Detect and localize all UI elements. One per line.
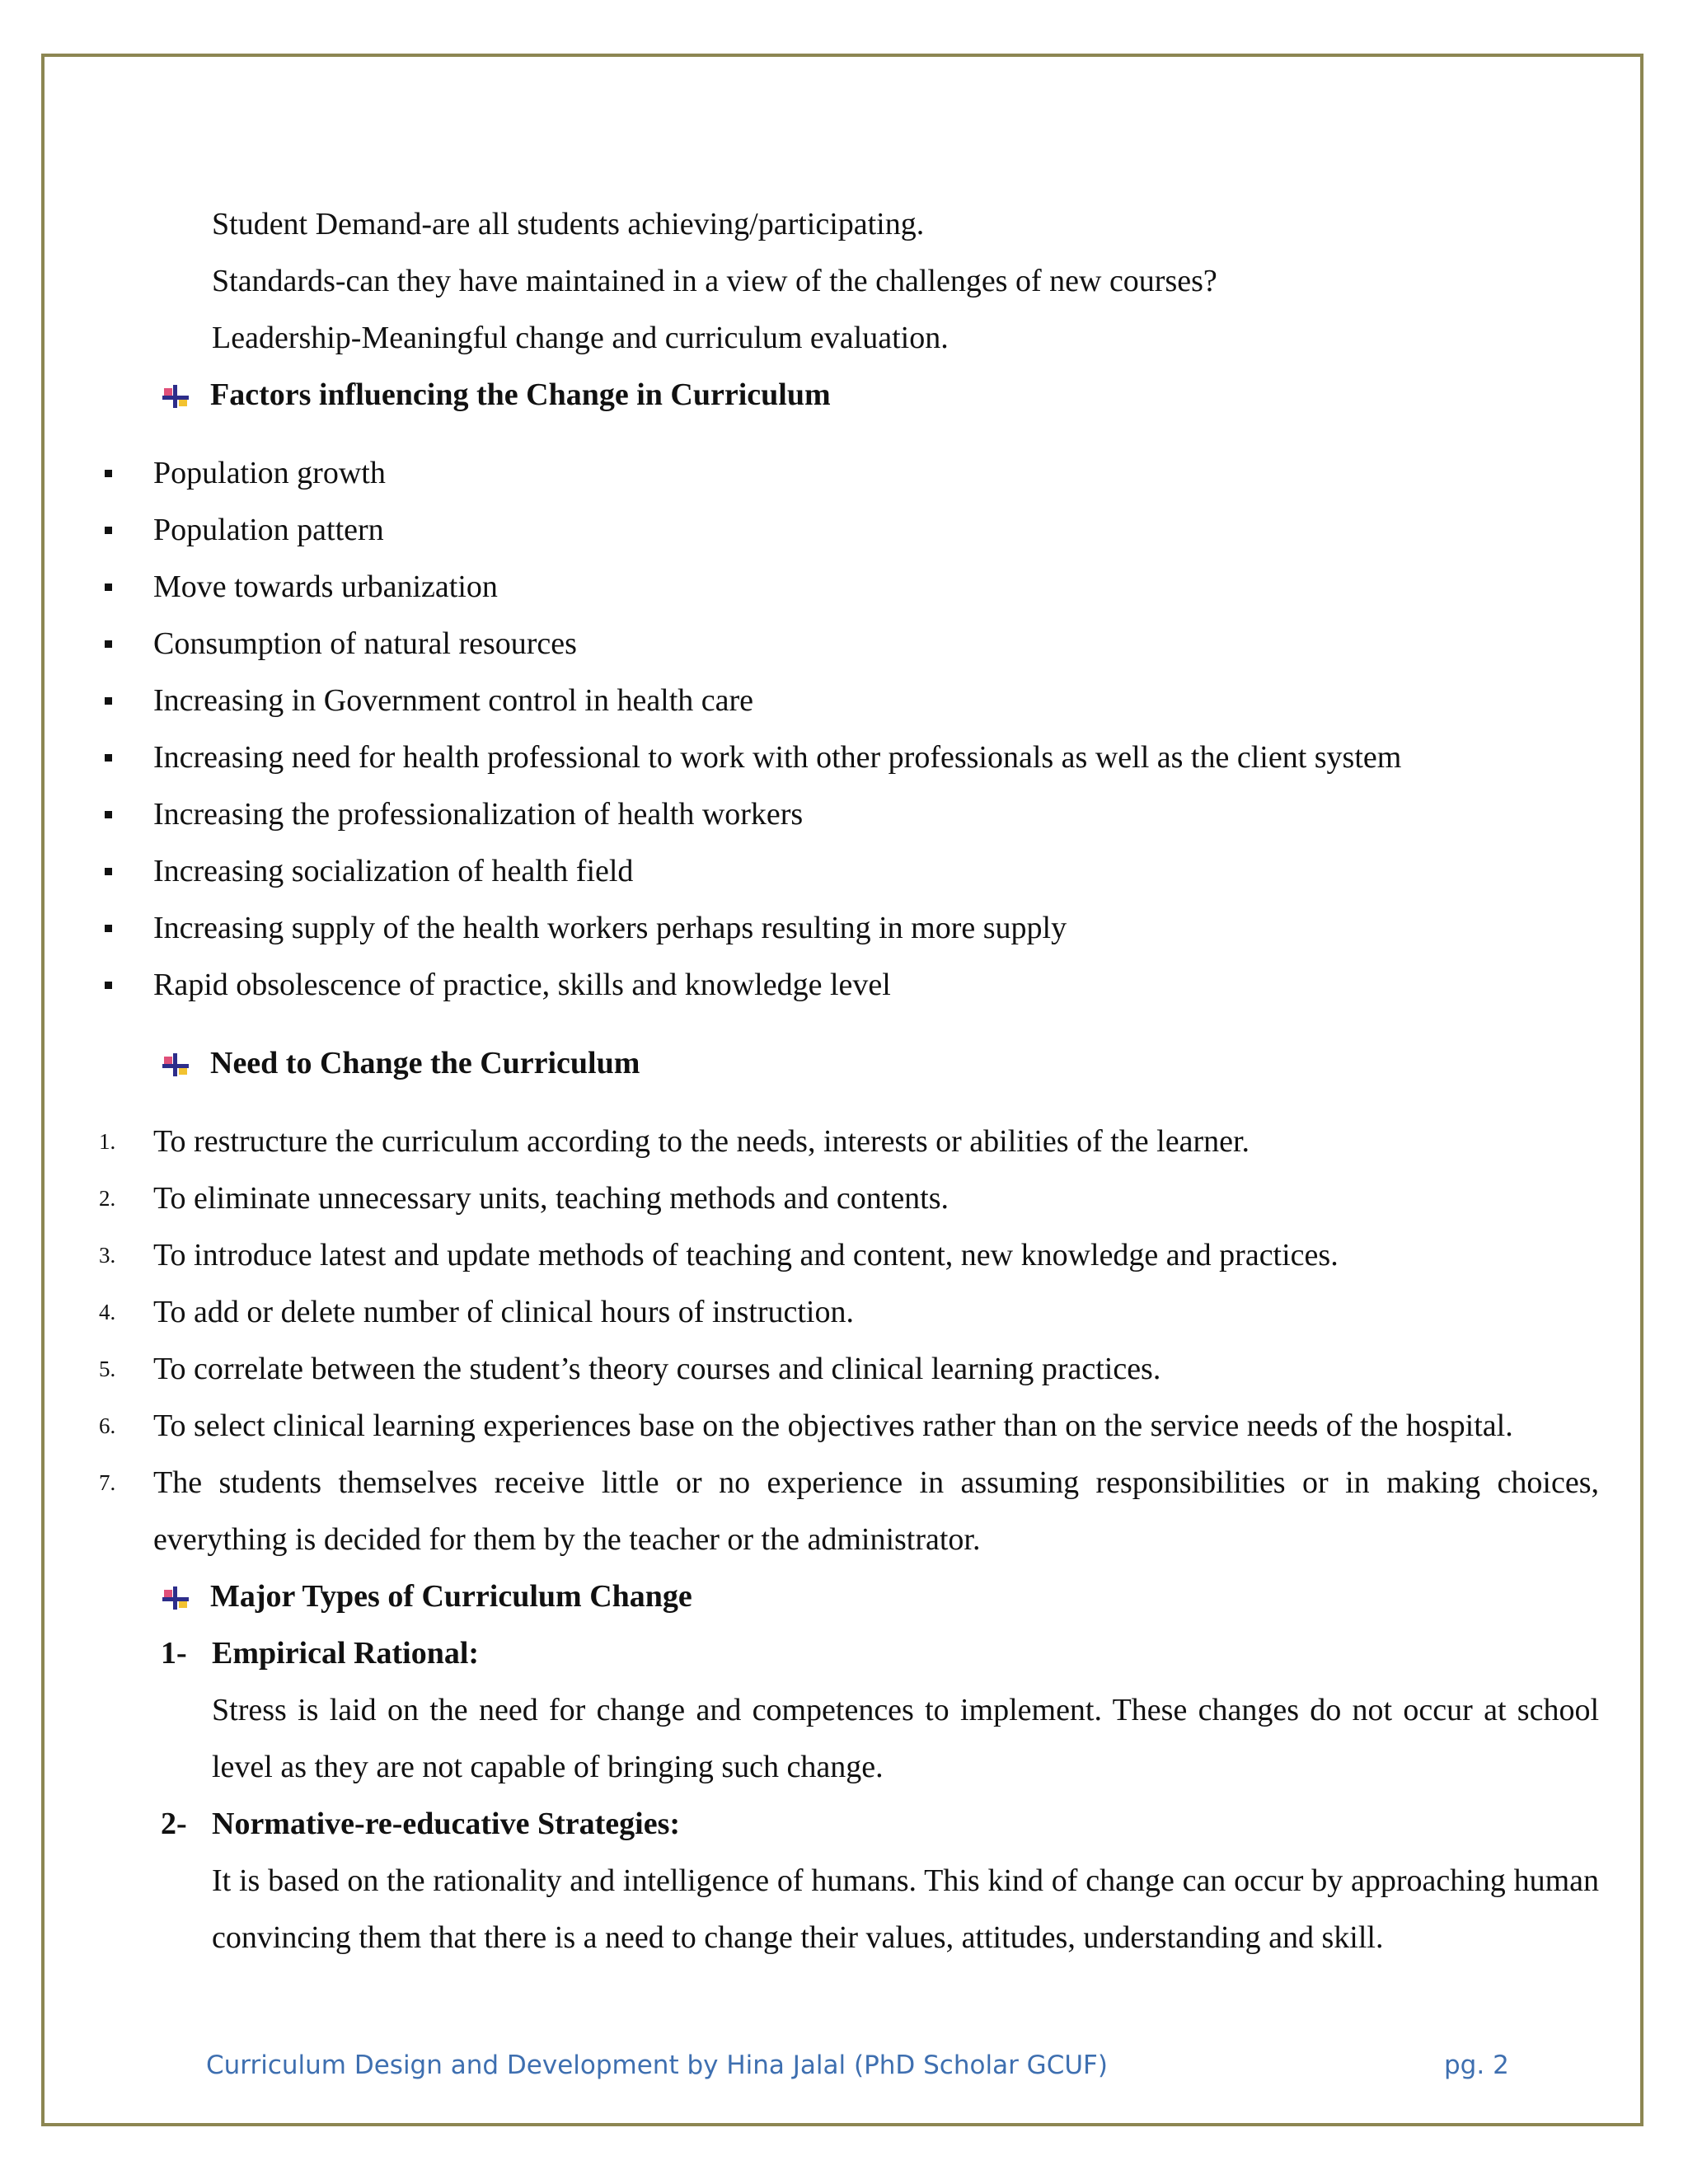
list-item-text: Move towards urbanization — [153, 569, 498, 604]
list-number: 1. — [99, 1129, 116, 1154]
square-bullet-icon — [105, 925, 112, 932]
heading-text: Factors influencing the Change in Curriculum — [210, 377, 831, 412]
list-item-text: To restructure the curriculum according to the needs, interests or abilities of the learner. — [153, 1124, 1250, 1159]
list-item-text: To select clinical learning experiences base on the objectives rather than on the service needs of the hospital. — [153, 1408, 1513, 1443]
list-item-text: To add or delete number of clinical hours of instruction. — [153, 1295, 854, 1329]
square-bullet-icon — [105, 982, 112, 989]
list-item-text: The students themselves receive little or no experience in assuming responsibilities or in making choices, everything is decided for them by the teacher or the administrator. — [153, 1465, 1599, 1557]
intro-line: Student Demand-are all students achieving/participating. — [212, 207, 925, 241]
list-item — [99, 1398, 1599, 1455]
list-item — [99, 729, 1599, 786]
list-item — [99, 445, 1599, 502]
square-bullet-icon — [105, 527, 112, 534]
list-item — [99, 673, 1599, 729]
needs-list — [99, 1113, 1599, 1568]
four-point-cross-icon — [161, 1052, 190, 1076]
list-item — [99, 843, 1599, 900]
section-heading-factors — [99, 367, 1599, 424]
list-item — [99, 786, 1599, 843]
type-number: 2- — [161, 1807, 187, 1841]
list-item — [99, 1170, 1599, 1227]
intro-line: Standards-can they have maintained in a view of the challenges of new courses? — [212, 264, 1217, 298]
type-heading — [99, 1796, 1599, 1853]
list-item — [99, 559, 1599, 616]
list-item — [99, 1227, 1599, 1284]
factors-list — [99, 445, 1599, 1014]
section-heading-need — [99, 1035, 1599, 1092]
square-bullet-icon — [105, 697, 112, 705]
type-title: Normative-re-educative Strategies: — [212, 1807, 681, 1841]
list-item-text: Population growth — [153, 456, 386, 490]
list-item — [99, 957, 1599, 1014]
section-heading-types — [99, 1568, 1599, 1625]
footer-title: Curriculum Design and Development by Hina Jalal (PhD Scholar GCUF) — [206, 2050, 1108, 2080]
square-bullet-icon — [105, 583, 112, 591]
list-item-text: To eliminate unnecessary units, teaching methods and contents. — [153, 1181, 950, 1216]
list-item-text: Rapid obsolescence of practice, skills and knowledge level — [153, 968, 891, 1002]
square-bullet-icon — [105, 754, 112, 762]
type-description: It is based on the rationality and intelligence of humans. This kind of change can occur by approaching human convincing them that there is a need to change their values, attitudes, understanding and skill. — [212, 1863, 1599, 1955]
square-bullet-icon — [105, 868, 112, 875]
list-number: 2. — [99, 1186, 116, 1211]
list-item-text: To correlate between the student’s theory courses and clinical learning practices. — [153, 1352, 1161, 1386]
list-item-text: Increasing in Government control in health care — [153, 683, 754, 718]
list-item-text: Increasing the professionalization of health workers — [153, 797, 804, 832]
page-content — [99, 196, 1599, 1966]
heading-text: Major Types of Curriculum Change — [210, 1579, 692, 1614]
list-item — [99, 900, 1599, 957]
intro-line: Leadership-Meaningful change and curriculum evaluation. — [212, 321, 949, 355]
list-item — [99, 502, 1599, 559]
list-number: 4. — [99, 1300, 116, 1324]
list-item-text: Consumption of natural resources — [153, 626, 577, 661]
square-bullet-icon — [105, 470, 112, 477]
list-number: 3. — [99, 1243, 116, 1268]
list-item-text: Increasing need for health professional to work with other professionals as well as the client system — [153, 740, 1402, 775]
square-bullet-icon — [105, 640, 112, 648]
list-item-text: To introduce latest and update methods of teaching and content, new knowledge and practices. — [153, 1238, 1339, 1272]
list-number: 6. — [99, 1413, 116, 1438]
list-item — [99, 1284, 1599, 1341]
type-description: Stress is laid on the need for change and competences to implement. These changes do not occur at school level as they are not capable of bringing such change. — [212, 1693, 1599, 1784]
four-point-cross-icon — [161, 1585, 190, 1610]
list-item — [99, 1113, 1599, 1170]
type-number: 1- — [161, 1636, 187, 1671]
type-title: Empirical Rational: — [212, 1636, 480, 1671]
four-point-cross-icon — [161, 383, 190, 408]
list-number: 5. — [99, 1357, 116, 1381]
page-number: pg. 2 — [1444, 2050, 1509, 2080]
list-item-text: Population pattern — [153, 513, 384, 547]
heading-text: Need to Change the Curriculum — [210, 1046, 640, 1080]
type-heading — [99, 1625, 1599, 1682]
list-item-text: Increasing socialization of health field — [153, 854, 634, 888]
list-item — [99, 616, 1599, 673]
list-number: 7. — [99, 1470, 116, 1495]
square-bullet-icon — [105, 811, 112, 818]
list-item — [99, 1455, 1599, 1568]
list-item-text: Increasing supply of the health workers perhaps resulting in more supply — [153, 911, 1067, 945]
list-item — [99, 1341, 1599, 1398]
